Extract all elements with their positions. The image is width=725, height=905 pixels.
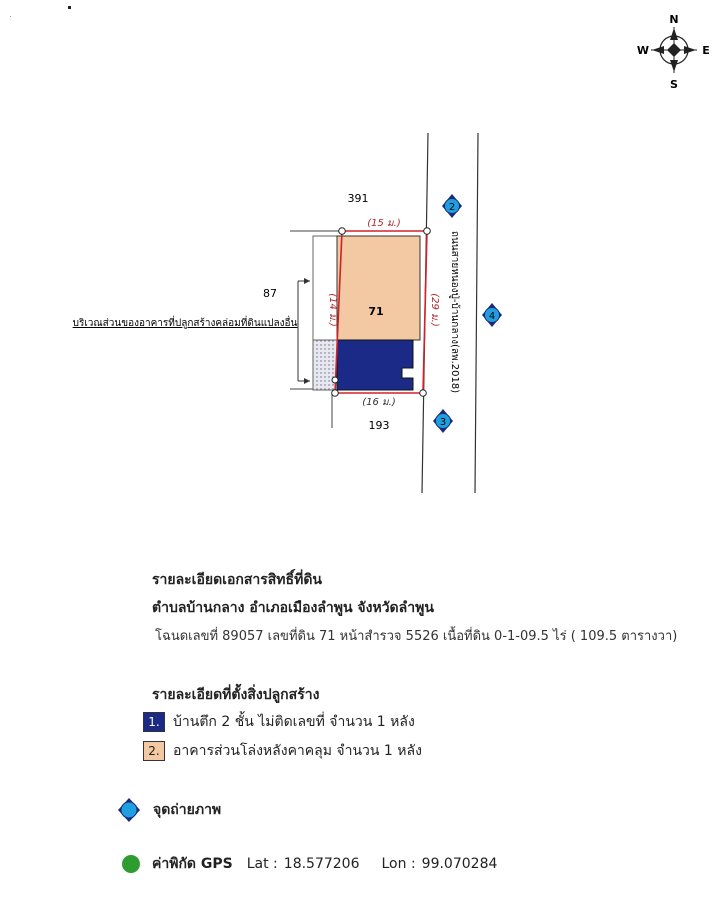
road-edge-east	[475, 133, 478, 493]
compass-s: S	[670, 78, 678, 91]
gps-lat-value: 18.577206	[283, 856, 360, 872]
neighbor-north: 391	[347, 192, 369, 205]
compass-n: N	[669, 13, 679, 26]
neighbor-west: 87	[263, 287, 277, 300]
photo-point-4-num: 4	[488, 311, 496, 322]
boundary-marker	[332, 390, 339, 397]
photo-point-4-icon[interactable]	[482, 303, 502, 327]
dim-top: (15 ม.)	[367, 218, 401, 229]
structure-text-2: อาคารส่วนโล่งหลังคาคลุม จำนวน 1 หลัง	[173, 743, 422, 759]
road-label: ถนนสายหนองปู่-บ้านกลาง(ลพ.2018)	[449, 230, 460, 394]
gps-label: ค่าพิกัด GPS	[152, 856, 233, 872]
structure-swatch-2: 2.	[143, 741, 165, 761]
structure-text-1: บ้านตึก 2 ชั้น ไม่ติดเลขที่ จำนวน 1 หลัง	[173, 714, 415, 730]
photo-point-2-num: 2	[448, 202, 456, 213]
boundary-marker	[339, 228, 346, 235]
boundary-marker	[420, 390, 427, 397]
compass-e: E	[702, 44, 710, 57]
gps-lon-value: 99.070284	[421, 856, 498, 872]
house-structure	[337, 340, 413, 390]
gps-row	[122, 853, 503, 875]
neighbor-south: 193	[368, 419, 390, 432]
photo-point-3-num: 3	[439, 417, 447, 428]
scan-marks	[10, 6, 71, 17]
photo-point-legend	[117, 797, 221, 823]
title-deed-detail: โฉนดเลขที่ 89057 เลขที่ดิน 71 หน้าสำรวจ 5526 เนื้อที่ดิน 0-1-09.5 ไร่ ( 109.5 ตารางวา)	[155, 629, 678, 644]
dim-right: (29 ม.)	[429, 293, 440, 327]
dim-bottom: (16 ม.)	[362, 397, 396, 408]
shed-structure	[337, 236, 420, 340]
structure-item-2	[143, 740, 422, 762]
gps-lat-label: Lat :	[246, 856, 278, 872]
title-deed-location: ตำบลบ้านกลาง อำเภอเมืองลำพูน จังหวัดลำพูน	[152, 600, 434, 616]
photo-point-3-icon[interactable]	[433, 409, 453, 433]
photo-point-2-icon[interactable]	[442, 194, 462, 218]
title-deed-heading: รายละเอียดเอกสารสิทธิ์ที่ดิน	[152, 572, 322, 588]
structures-heading: รายละเอียดที่ตั้งสิ่งปลูกสร้าง	[152, 687, 320, 703]
parcel-number: 71	[368, 305, 384, 318]
compass-w: W	[636, 44, 650, 57]
compass-rose-icon	[637, 13, 710, 91]
structure-item-1	[143, 711, 415, 733]
structure-swatch-1: 1.	[143, 712, 165, 732]
boundary-marker	[424, 228, 431, 235]
boundary-marker	[332, 377, 338, 383]
gps-lon-label: Lon :	[381, 856, 416, 872]
gps-dot-icon	[122, 855, 140, 873]
dim-left: (14 ม.)	[327, 293, 338, 327]
encroach-label: บริเวณส่วนของอาคารที่ปลูกสร้างคล่อมที่ดินแปลงอื่น	[72, 318, 298, 329]
photo-point-label: จุดถ่ายภาพ	[153, 802, 222, 818]
photo-point-legend-icon	[117, 797, 141, 823]
